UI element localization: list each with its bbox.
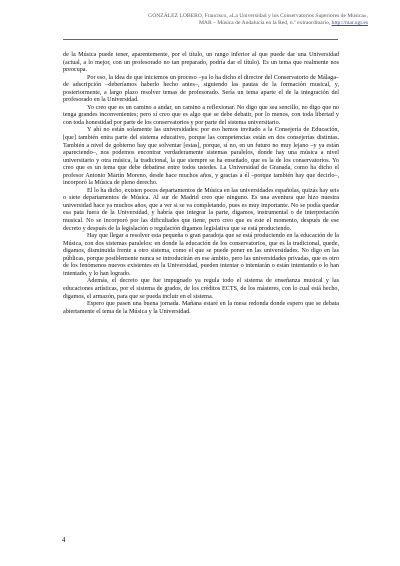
article-body (63, 52, 339, 316)
paragraph: Por eso, la idea de que iniciemos un proceso –ya lo ha dicho el director del Conservatorio de Málaga– de adscripción –deberíamos haberlo hecho antes–, siguiendo las pautas de la formación musical, y, posteriormente, a largo plazo resolver temas de profesorado. Sería un tema aparte el de la integración del profesorado en la Universidad. (63, 74, 339, 104)
paragraph: Espero que pasen una buena jornada. Mañana estaré en la mesa redonda donde espero que se debata abiertamente el tema de la Música y la Universidad. (63, 301, 339, 315)
page-number: 4 (62, 536, 66, 544)
paragraph: Además, el decreto que fue impugnado ya regula todo el sistema de enseñanza musical y las educaciones artísticas, por el sistema de grados, de los créditos ECTS, de los másteres, con lo cual está hecho, digamos, el armazón, para que se pueda incluir en el sistema. (63, 278, 339, 300)
header-journal-line (63, 20, 368, 27)
paragraph: de la Música puede tener, aparentemente, por el título, un rango inferior al que puede dar una Universidad (actual, a lo mejor, con un profesorado no tan preparado, podría dar el título). Es un tema que realmente nos preocupa. (63, 52, 339, 74)
running-header (63, 13, 368, 27)
header-journal: MAR – Música de Andalucía en la Red, n.º extraordinario, (198, 20, 332, 26)
paragraph: Y ahí no están solamente las universidades: por eso hemos invitado a la Consejería de Educación, [que] también entra parte del sistema educativo, porque las competencias están en dos consejerías distintas. También a nivel de gobierno hay que solventar [estas], porque, sí no, en un futuro no muy lejano –y ya están apareciendo–, nos podemos encontrar verdaderamente sistemas paralelos, donde hay una música a nivel universitario y otra música, la tradicional, la que siempre se ha enseñado, que es la de los conservatorios. Yo creo que es un tema que debe debatirse entre todos ustedes. La Universidad de Granada, como ha dicho el profesor Antonio Martín Moreno, desde hace muchos años, y gracias a él –porque también hay que decirlo–, incorporó la Música de pleno derecho. (63, 127, 339, 187)
paragraph: Hay que llegar a resolver esta pequeña o gran paradoja que se está produciendo en la educación de la Música, con dos sistemas paralelos: en donde la educación de los conservatorios, que es la tradicional, quede, digamos, disminuida frente a otro sistema, como el que se puede poner en las universidades. No digo en las públicas, porque posiblemente nunca se introducirán en ese ámbito, pero las universidades privadas, que es otro de los fenómenos nuevos existentes en la Universidad, pueden intentar o intentarán o están intentando o lo han intentado, y lo han logrado. (63, 233, 339, 277)
paragraph: El lo ha dicho, existen pocos departamentos de Música en las universidades españolas, quizás hay seis o siete departamentos de Música. Al sur de Madrid creo que ninguno. Es una aventura que hizo nuestra universidad hace ya muchos años, que a ver si se va completando, pues es muy importante. No se podía quedar esa pata fuera de la Universidad, y habría que integrar la parte, digamos, instrumental o de interpretación musical. No se incorporó por las dificultades que tiene, pero creo que es este el momento, después de ese decreto y después de la legislación o regulación digamos legislativa que se está produciendo. (63, 187, 339, 232)
paragraph: Yo creo que es un camino a andar, un camino a reflexionar. No digo que sea sencillo, no digo que no tenga grandes inconvenientes; pero sí creo que es algo que se debe debatir, por lo menos, con toda libertad y con toda honestidad por parte de los conservatorios y por parte del sistema universitario. (63, 104, 339, 126)
header-divider (63, 39, 338, 40)
header-citation: GONZÁLEZ LOBERO, Francisco, «La Universidad y los Conservatorios Superiores de Música», (148, 13, 368, 19)
header-link[interactable]: http://mar.ugr.es (331, 20, 368, 26)
